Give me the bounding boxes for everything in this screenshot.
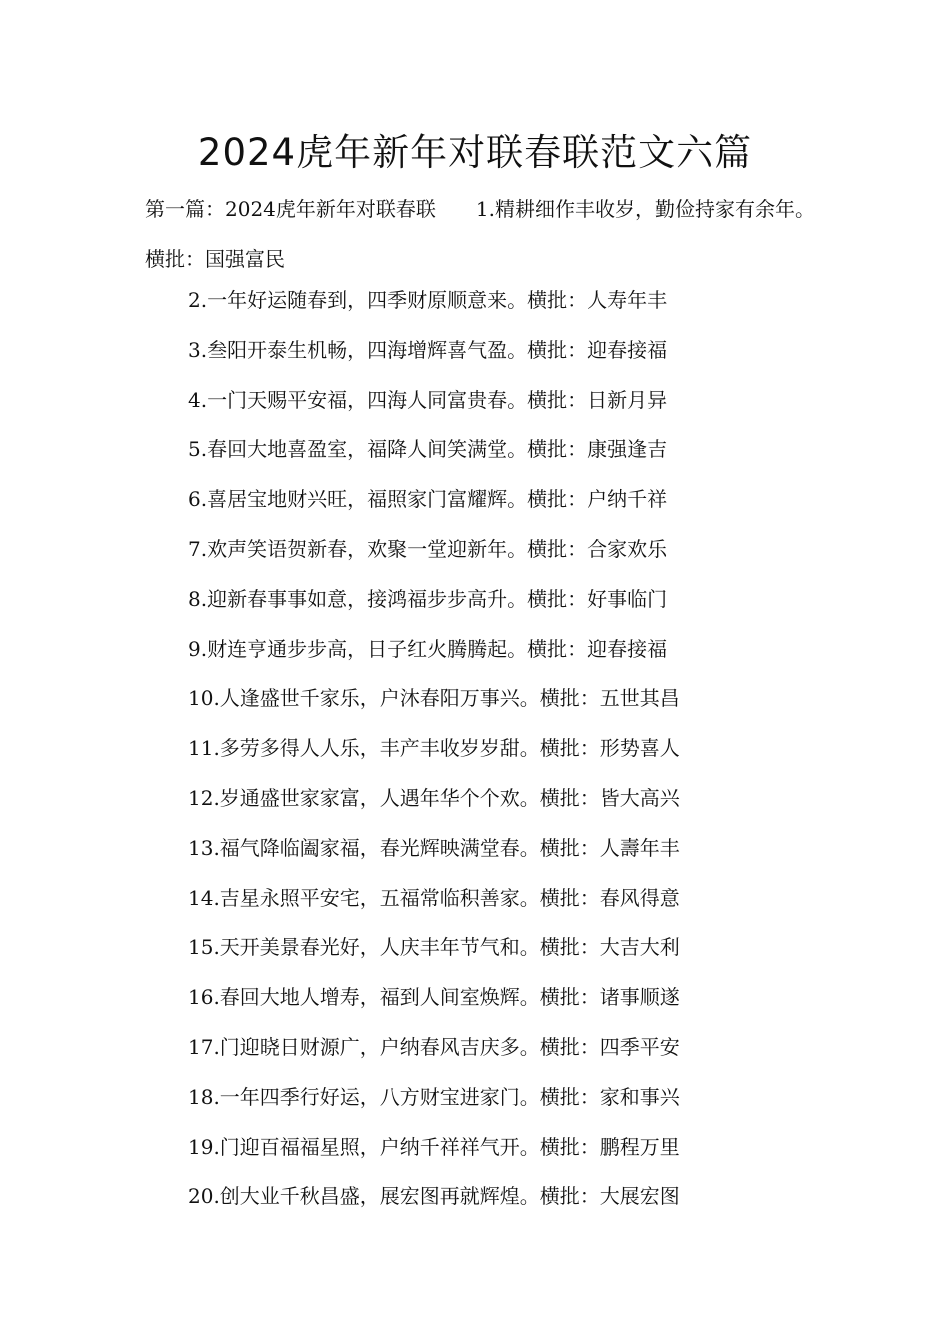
couplet-item: 11.多劳多得人人乐，丰产丰收岁岁甜。横批：形势喜人 (188, 736, 680, 761)
intro-paragraph (145, 184, 815, 284)
couplet-item: 16.春回大地人增寿，福到人间室焕辉。横批：诸事顺遂 (188, 985, 680, 1010)
couplet-item: 2.一年好运随春到，四季财原顺意来。横批：人寿年丰 (188, 288, 668, 312)
couplet-item: 18.一年四季行好运，八方财宝进家门。横批：家和事兴 (188, 1084, 680, 1109)
couplet-item: 13.福气降临阖家福，春光辉映满堂春。横批：人壽年丰 (188, 835, 680, 860)
section-label: 第一篇：2024虎年新年对联春联 (145, 197, 436, 221)
couplet-item: 14.吉星永照平安宅，五福常临积善家。横批：春风得意 (188, 885, 680, 910)
couplet-item: 8.迎新春事事如意，接鸿福步步高升。横批：好事临门 (188, 586, 668, 611)
document-title: 2024虎年新年对联春联范文六篇 (197, 131, 753, 174)
couplet-item: 12.岁通盛世家家富，人遇年华个个欢。横批：皆大高兴 (188, 785, 680, 810)
couplet-item: 4.一门天赐平安福，四海人同富贵春。横批：日新月异 (188, 387, 668, 412)
couplet-item: 17.门迎晓日财源广，户纳春风吉庆多。横批：四季平安 (188, 1034, 680, 1059)
couplet-item: 6.喜居宝地财兴旺，福照家门富耀辉。横批：户纳千祥 (188, 487, 668, 512)
couplet-item-1: 1.精耕细作丰收岁，勤俭持家有余年。横批：国强富民 (145, 197, 815, 271)
couplet-item: 9.财连亨通步步高，日子红火腾腾起。横批：迎春接福 (188, 636, 668, 661)
couplet-item: 15.天开美景春光好，人庆丰年节气和。横批：大吉大利 (188, 935, 680, 960)
couplet-item: 7.欢声笑语贺新春，欢聚一堂迎新年。横批：合家欢乐 (188, 536, 668, 561)
couplet-item: 19.门迎百福福星照，户纳千祥祥气开。横批：鹏程万里 (188, 1134, 680, 1159)
couplet-item: 20.创大业千秋昌盛，展宏图再就辉煌。横批：大展宏图 (188, 1184, 680, 1209)
couplet-item: 10.人逢盛世千家乐，户沐春阳万事兴。横批：五世其昌 (188, 686, 680, 711)
couplet-item: 5.春回大地喜盈室，福降人间笑满堂。横批：康强逢吉 (188, 437, 668, 462)
couplet-list (188, 275, 808, 1221)
couplet-item: 3.叁阳开泰生机畅，四海增辉喜气盈。横批：迎春接福 (188, 337, 668, 362)
